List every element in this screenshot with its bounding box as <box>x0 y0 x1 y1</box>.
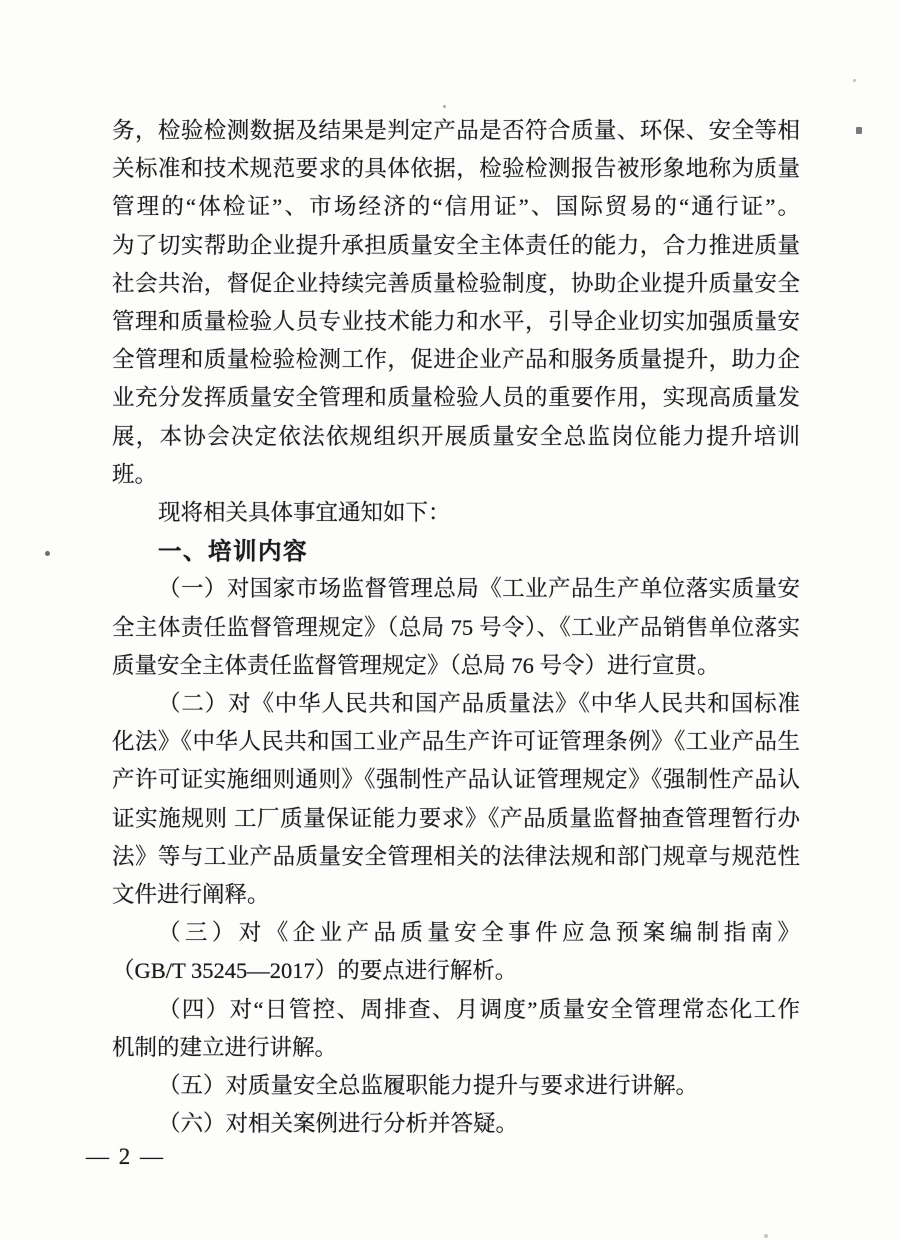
scan-speck <box>856 127 862 134</box>
text-line: 现将相关具体事宜通知如下： <box>158 500 451 526</box>
document-body <box>112 112 800 1143</box>
text-line: （四）对“日管控、周排查、月调度”质量安全管理常态化工作 <box>158 996 800 1022</box>
text-line: 为了切实帮助企业提升承担质量安全主体责任的能力，合力推进质量 <box>112 232 800 258</box>
text-line: 化法》《中华人民共和国工业产品生产许可证管理条例》《工业产品生 <box>112 729 800 755</box>
text-line: 社会共治，督促企业持续完善质量检验制度，协助企业提升质量安全 <box>112 270 800 296</box>
text-line: 质量安全主体责任监督管理规定》（总局 76 号令）进行宣贯。 <box>112 652 720 678</box>
page-number: — 2 — <box>86 1144 165 1169</box>
text-line: 业充分发挥质量安全管理和质量检验人员的重要作用，实现高质量发 <box>112 385 800 411</box>
text-line: （六）对相关案例进行分析并答疑。 <box>158 1111 519 1137</box>
text-line: 文件进行阐释。 <box>112 882 270 908</box>
text-line: 关标准和技术规范要求的具体依据，检验检测报告被形象地称为质量 <box>112 156 800 182</box>
text-line: （一）对国家市场监督管理总局《工业产品生产单位落实质量安 <box>158 576 800 602</box>
text-line: 务，检验检测数据及结果是判定产品是否符合质量、环保、安全等相 <box>112 118 800 143</box>
text-line: （五）对质量安全总监履职能力提升与要求进行讲解。 <box>158 1073 699 1099</box>
text-line: 管理的“体检证”、市场经济的“信用证”、国际贸易的“通行证”。 <box>112 194 800 220</box>
text-line: 证实施规则 工厂质量保证能力要求》《产品质量监督抽查管理暂行办 <box>112 805 800 831</box>
text-line: 全主体责任监督管理规定》（总局 75 号令）、《工业产品销售单位落实 <box>112 614 800 640</box>
text-line: （三）对《企业产品质量安全事件应急预案编制指南》 <box>158 920 800 946</box>
text-line: 法》等与工业产品质量安全管理相关的法律法规和部门规章与规范性 <box>112 843 800 869</box>
text-line: （二）对《中华人民共和国产品质量法》《中华人民共和国标准 <box>158 691 800 717</box>
scan-speck <box>764 1234 768 1238</box>
scan-speck <box>853 79 856 82</box>
text-line: （GB/T 35245—2017）的要点进行解析。 <box>112 958 518 984</box>
section-heading: 一、培训内容 <box>158 538 308 565</box>
text-line: 展，本协会决定依法依规组织开展质量安全总监岗位能力提升培训 <box>112 423 800 449</box>
text-line: 管理和质量检验人员专业技术能力和水平，引导企业切实加强质量安 <box>112 309 800 335</box>
scan-speck <box>45 551 50 556</box>
text-line: 机制的建立进行讲解。 <box>112 1034 338 1060</box>
text-line: 全管理和质量检验检测工作，促进企业产品和服务质量提升，助力企 <box>112 347 800 373</box>
text-line: 产许可证实施细则通则》《强制性产品认证管理规定》《强制性产品认 <box>112 767 800 793</box>
scan-speck <box>443 105 446 108</box>
text-line: 班。 <box>112 461 158 487</box>
